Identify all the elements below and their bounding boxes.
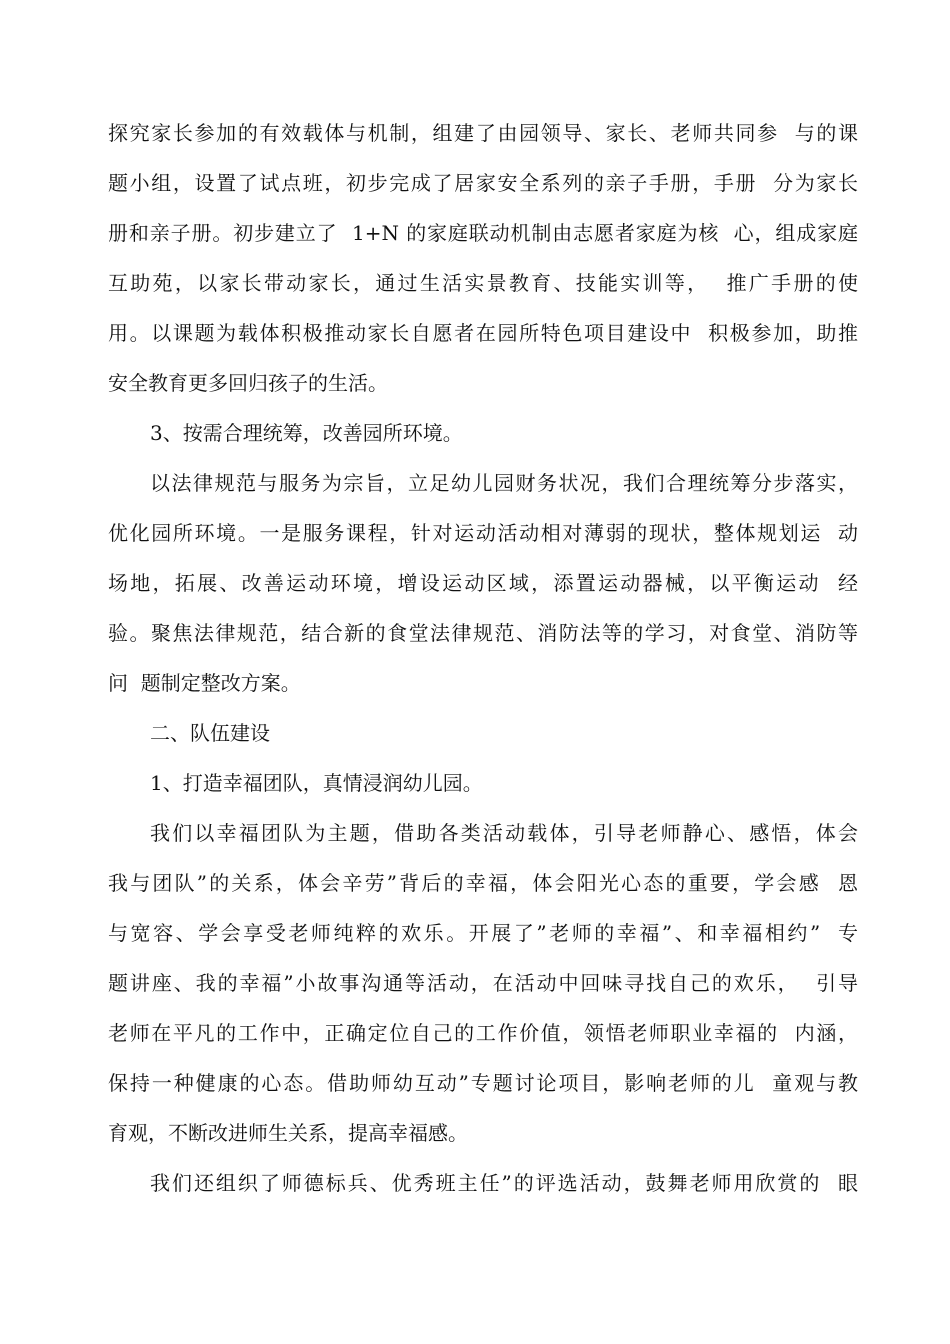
text-line: 问 题制定整改方案。: [108, 671, 301, 695]
text-line: 与宽容、学会享受老师纯粹的欢乐。开展了”老师的幸福”、和幸福相约” 专: [108, 921, 858, 945]
text-line: 场地，拓展、改善运动环境，增设运动区域，添置运动器械，以平衡运动 经: [108, 571, 858, 595]
text-line: 安全教育更多回归孩子的生活。: [108, 371, 388, 395]
text-line: 题讲座、我的幸福”小故事沟通等活动，在活动中回味寻找自己的欢乐， 引导: [108, 971, 858, 995]
text-line: 育观，不断改进师生关系，提高幸福感。: [108, 1121, 468, 1145]
section-heading: 二、队伍建设: [150, 721, 270, 745]
paragraph-start-line: 我们以幸福团队为主题，借助各类活动载体，引导老师静心、感悟，体会: [150, 821, 858, 845]
section-heading: 3、按需合理统筹，改善园所环境。: [150, 421, 463, 445]
text-line: 验。聚焦法律规范，结合新的食堂法律规范、消防法等的学习，对食堂、消防等: [108, 621, 858, 645]
subsection-heading: 1、打造幸福团队，真情浸润幼儿园。: [150, 771, 483, 795]
text-line: 优化园所环境。一是服务课程，针对运动活动相对薄弱的现状，整体规划运 动: [108, 521, 858, 545]
text-line: 题小组，设置了试点班，初步完成了居家安全系列的亲子手册，手册 分为家长: [108, 171, 858, 195]
text-line: 老师在平凡的工作中，正确定位自己的工作价值，领悟老师职业幸福的 内涵，: [108, 1021, 858, 1045]
text-line: 互助苑，以家长带动家长，通过生活实景教育、技能实训等， 推广手册的使: [108, 271, 858, 295]
text-line: 册和亲子册。初步建立了 1+N 的家庭联动机制由志愿者家庭为核 心，组成家庭: [108, 221, 858, 245]
paragraph-start-line: 以法律规范与服务为宗旨，立足幼儿园财务状况，我们合理统筹分步落实，: [150, 471, 858, 495]
text-line: 用。以课题为载体积极推动家长自愿者在园所特色项目建设中 积极参加，助推: [108, 321, 858, 345]
text-line: 保持一种健康的心态。借助师幼互动”专题讨论项目，影响老师的儿 童观与教: [108, 1071, 858, 1095]
paragraph-start-line: 我们还组织了师德标兵、优秀班主任”的评选活动，鼓舞老师用欣赏的 眼: [150, 1171, 858, 1195]
text-line: 探究家长参加的有效载体与机制，组建了由园领导、家长、老师共同参 与的课: [108, 121, 858, 145]
text-line: 我与团队”的关系，体会辛劳”背后的幸福，体会阳光心态的重要，学会感 恩: [108, 871, 858, 895]
